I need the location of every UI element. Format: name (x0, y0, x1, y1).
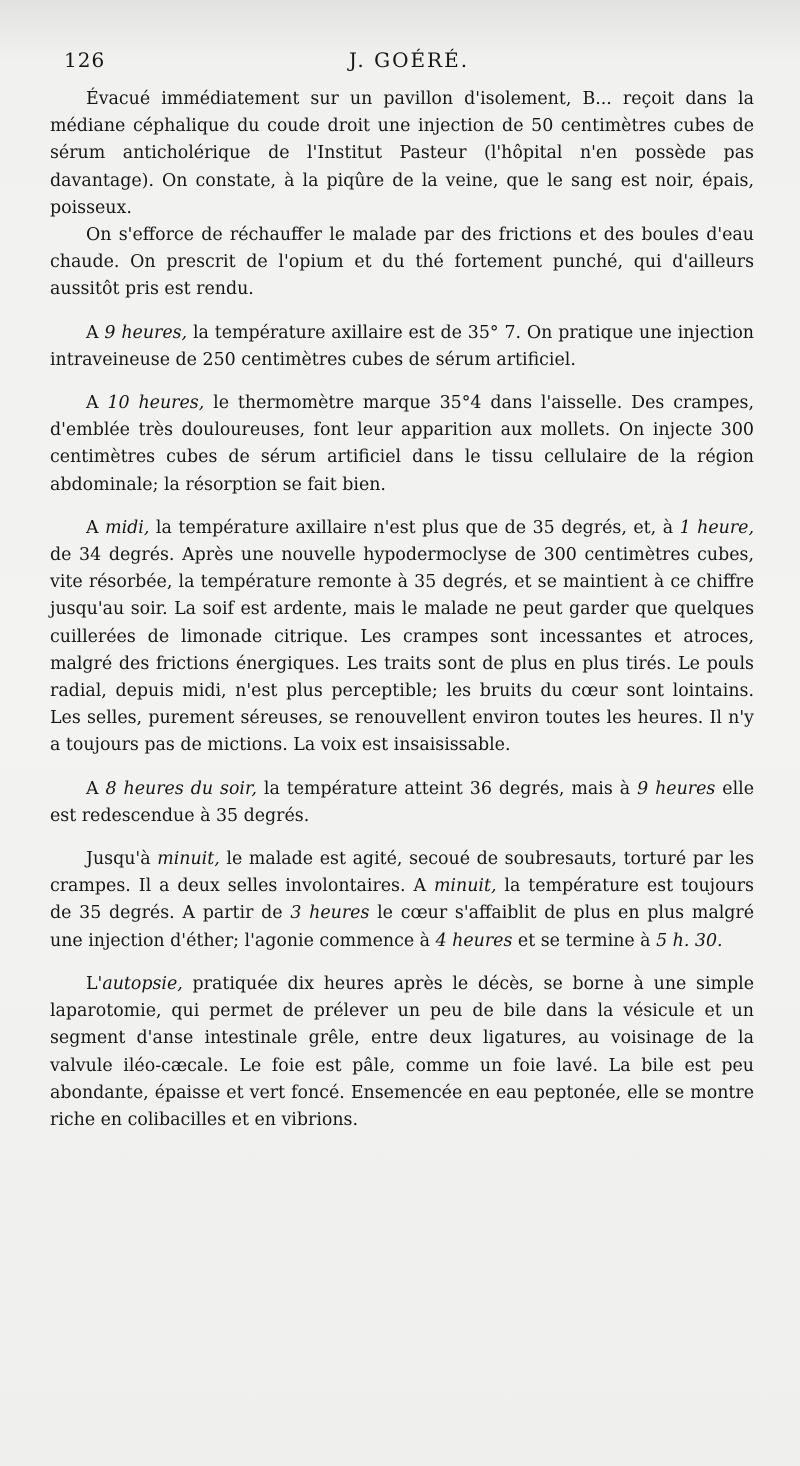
italic-text-run: 9 heures (637, 778, 716, 799)
text-run: elle est redescendue à 35 degrés. (50, 778, 754, 826)
italic-text-run: 1 heure, (679, 517, 755, 538)
italic-text-run: 10 heures, (107, 393, 205, 414)
text-run: de 34 degrés. Après une nouvelle hypodermoclyse de 300 centimètres cubes, vite résorbée, la température remonte à 35 degrés, et se maintient à ce chiffre jusqu'au soir. La soif est ardente, mais le malade ne peut garder que quelques cuillerées de limonade citrique. Les crampes sont incessantes et atroces, malgré des frictions énergiques. Les traits sont de plus en plus tirés. Le pouls radial, depuis midi, n'est plus perceptible; les bruits du cœur sont lointains. Les selles, purement séreuses, se renouvellent environ toutes les heures. Il n'y a toujours pas de mictions. La voix est insaisissable. (50, 545, 754, 756)
paragraph (50, 390, 754, 499)
italic-text-run: 9 heures, (104, 322, 188, 343)
paragraph (50, 776, 754, 830)
text-run: le malade est agité, secoué de soubresauts, torturé par les crampes. Il a deux selles involontaires. A (50, 849, 754, 897)
italic-text-run: autopsie, (102, 973, 183, 994)
text-run: On s'efforce de réchauffer le malade par des frictions et des boules d'eau chaude. On prescrit de l'opium et du thé fortement punché, qui d'ailleurs aussitôt pris est rendu. (50, 225, 754, 300)
page-header (64, 48, 754, 76)
text-run: Évacué immédiatement sur un pavillon d'isolement, B... reçoit dans la médiane céphalique du coude droit une injection de 50 centimètres cubes de sérum anticholérique de l'Institut Pasteur (l'hôpital n'en possède pas davantage). On constate, à la piqûre de la veine, que le sang est noir, épais, poisseux. (50, 89, 754, 218)
italic-text-run: 4 heures (435, 930, 513, 951)
text-run: A (86, 322, 105, 343)
italic-text-run: minuit, (433, 876, 497, 897)
paragraph (50, 320, 754, 374)
text-run: A (86, 393, 108, 414)
paragraph (50, 846, 754, 955)
text-run: Jusqu'à (86, 849, 158, 870)
paragraph (50, 222, 754, 304)
italic-text-run: 8 heures du soir, (105, 778, 257, 799)
text-run: L' (86, 973, 103, 994)
paragraph (50, 971, 754, 1134)
page-number: 126 (64, 48, 106, 72)
running-head: J. GOÉRÉ. (348, 48, 470, 72)
paragraph (50, 86, 754, 222)
italic-text-run: 5 h. 30. (656, 930, 723, 951)
text-run: la température axillaire est de 35° 7. On pratique une injection intraveineuse de 250 centimètres cubes de sérum artificiel. (50, 322, 755, 370)
text-run: et se termine à (512, 930, 657, 951)
body-text (50, 86, 754, 1134)
italic-text-run: midi, (105, 517, 150, 538)
italic-text-run: minuit, (157, 849, 220, 870)
text-run: A (86, 778, 106, 799)
text-run: A (86, 517, 106, 538)
italic-text-run: 3 heures (290, 903, 370, 924)
text-run: pratiquée dix heures après le décès, se borne à une simple laparotomie, qui permet de prélever un peu de bile dans la vésicule et un segment d'anse intestinale grêle, entre deux ligatures, au voisinage de la valvule iléo-cæcale. Le foie est pâle, comme un foie lavé. La bile est peu abondante, épaisse et vert foncé. Ensemencée en eau peptonée, elle se montre riche en colibacilles et en vibrions. (50, 973, 754, 1130)
text-run: la température est toujours de 35 degrés. A partir de (50, 876, 754, 924)
text-run: le thermomètre marque 35°4 dans l'aisselle. Des crampes, d'emblée très douloureuses, font leur apparition aux mollets. On injecte 300 centimètres cubes de sérum artificiel dans le tissu cellulaire de la région abdominale; la résorption se fait bien. (50, 393, 754, 495)
text-run: la température axillaire n'est plus que de 35 degrés, et, à (149, 517, 680, 538)
text-run: la température atteint 36 degrés, mais à (256, 778, 638, 799)
paragraph (50, 515, 754, 760)
text-run: le cœur s'affaiblit de plus en plus malgré une injection d'éther; l'agonie commence à (50, 903, 754, 951)
